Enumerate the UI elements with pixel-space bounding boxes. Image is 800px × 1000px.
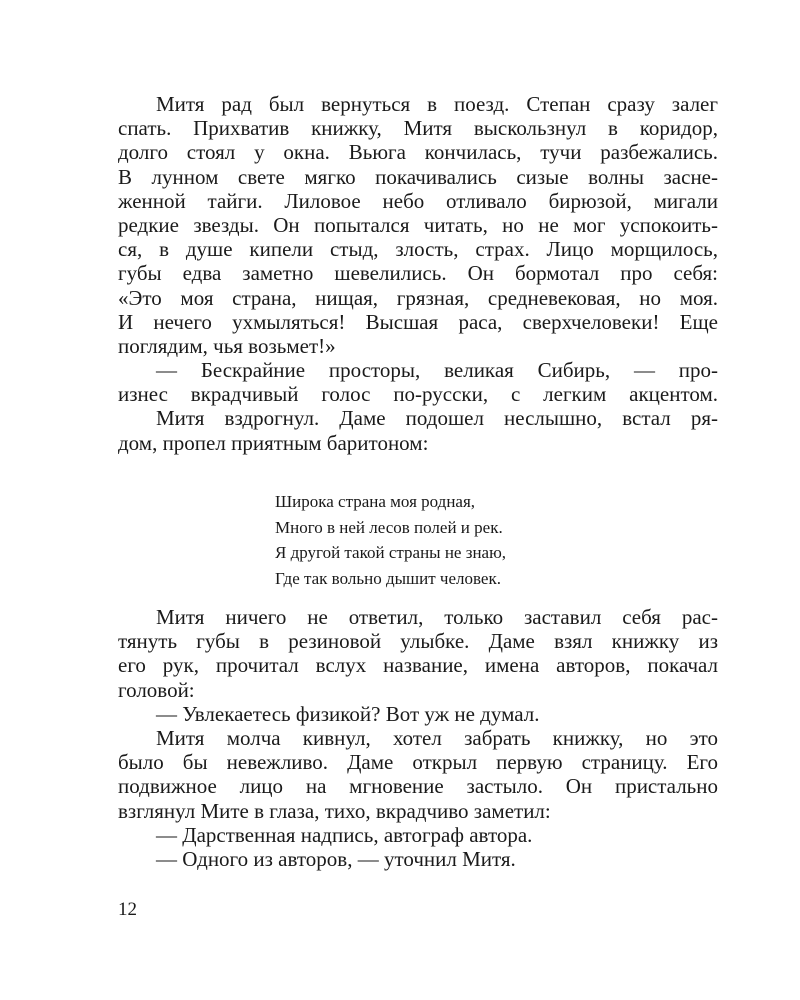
text-line: — Одного из авторов, — уточнил Митя. — [156, 846, 516, 871]
page-number: 12 — [118, 899, 137, 920]
text-line: — Увлекаетесь физикой? Вот уж не думал. — [156, 701, 540, 726]
text-line: подвижное лицо на мгновение застыло. Он пристально — [118, 774, 718, 799]
text-line: дом, пропел приятным баритоном: — [118, 430, 429, 455]
text-line: изнес вкрадчивый голос по-русски, с легким акцентом. — [118, 382, 718, 407]
poem-line: Много в ней лесов полей и рек. — [275, 517, 503, 537]
text-line: головой: — [118, 677, 195, 702]
text-line: «Это моя страна, нищая, грязная, средневековая, но моя. — [118, 285, 718, 310]
text-line: губы едва заметно шевелились. Он бормотал про себя: — [118, 261, 718, 286]
text-line: его рук, прочитал вслух название, имена авторов, покачал — [118, 653, 718, 678]
text-line: спать. Прихватив книжку, Митя выскользнул в коридор, — [118, 116, 718, 141]
text-line: редкие звезды. Он попытался читать, но не мог успокоить- — [118, 212, 718, 237]
text-line: — Дарственная надпись, автограф автора. — [156, 822, 533, 847]
text-line: долго стоял у окна. Вьюга кончилась, тучи разбежались. — [118, 140, 718, 165]
text-line: И нечего ухмыляться! Высшая раса, сверхчеловеки! Еще — [118, 309, 718, 334]
text-block-2 — [118, 605, 718, 871]
text-block-1 — [118, 92, 718, 455]
text-line: В лунном свете мягко покачивались сизые волны засне- — [118, 164, 718, 189]
text-line: женной тайги. Лиловое небо отливало бирюзой, мигали — [118, 188, 718, 213]
text-line: было бы невежливо. Даме открыл первую страницу. Его — [118, 750, 718, 775]
text-line: — Бескрайние просторы, великая Сибирь, — про- — [156, 358, 718, 383]
poem-line: Я другой такой страны не знаю, — [275, 543, 507, 562]
text-line: Митя рад был вернуться в поезд. Степан сразу залег — [156, 92, 718, 116]
text-line: взглянул Мите в глаза, тихо, вкрадчиво заметил: — [118, 798, 551, 823]
text-line: Митя ничего не ответил, только заставил себя рас- — [156, 605, 718, 629]
text-line: Митя вздрогнул. Даме подошел неслышно, встал ря- — [156, 406, 718, 431]
text-line: Митя молча кивнул, хотел забрать книжку, но это — [156, 725, 718, 750]
poem-line: Широка страна моя родная, — [275, 492, 476, 511]
poem-verse — [275, 489, 506, 591]
poem-line: Где так вольно дышит человек. — [275, 568, 501, 588]
text-line: поглядим, чья возьмет!» — [118, 333, 336, 358]
text-line: тянуть губы в резиновой улыбке. Даме взял книжку из — [118, 629, 718, 654]
text-line: ся, в душе кипели стыд, злость, страх. Лицо морщилось, — [118, 237, 718, 262]
